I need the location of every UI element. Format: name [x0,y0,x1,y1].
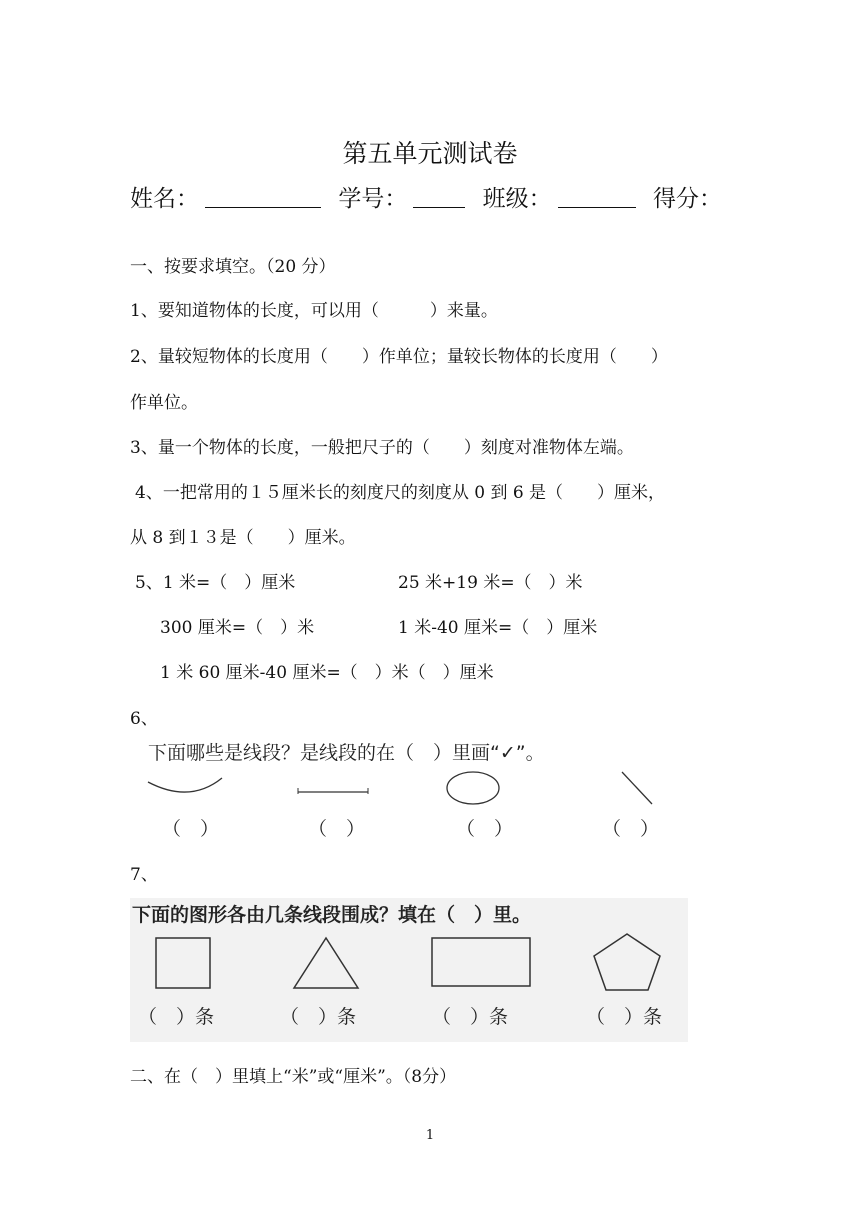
q7-blank-3[interactable]: （ ）条 [432,1006,509,1028]
section2-heading: 二、在（ ）里填上“米”或“厘米”。（8分） [130,1067,457,1087]
q7-prompt: 下面的图形各由几条线段围成？填在（ ）里。 [132,904,532,926]
class-blank[interactable] [558,187,636,208]
class-label: 班级： [482,186,552,212]
question-3: 3、量一个物体的长度，一般把尺子的（ ）刻度对准物体左端。 [130,438,634,458]
pentagon-shape [594,934,660,990]
q7-blank-2[interactable]: （ ）条 [280,1006,357,1028]
q6-blank-3[interactable]: （ ） [456,818,514,840]
question-4-line2: 从 8 到１３是（ ）厘米。 [130,528,356,548]
page-title: 第五单元测试卷 [342,139,518,168]
question-5-r1-right: 25 米+19 米=（ ）米 [398,573,583,593]
question-2-line2: 作单位。 [130,393,198,413]
name-blank[interactable] [205,187,321,208]
question-5-r2-left: 300 厘米=（ ）米 [160,618,315,638]
question-2-line1: 2、量较短物体的长度用（ ）作单位；量较长物体的长度用（ ） [130,347,668,367]
question-5-r3: 1 米 60 厘米-40 厘米=（ ）米（ ）厘米 [160,663,494,683]
question-5-r2-right: 1 米-40 厘米=（ ）厘米 [398,618,598,638]
rectangle-shape [432,938,530,986]
score-label: 得分： [652,186,722,212]
page-number: 1 [425,1128,435,1143]
id-label: 学号： [338,186,408,212]
question-7-number: 7、 [130,865,158,885]
q6-prompt: 下面哪些是线段？是线段的在（ ）里画“✓”。 [148,742,545,764]
question-5-r1-left: 5、1 米=（ ）厘米 [135,573,296,593]
q6-blank-2[interactable]: （ ） [308,818,366,840]
curve-line-shape [148,778,222,792]
q6-blank-1[interactable]: （ ） [162,818,220,840]
question-4-line1: 4、一把常用的１５厘米长的刻度尺的刻度从 0 到 6 是（ ）厘米， [135,483,666,503]
question-7-figure [130,898,688,1042]
ellipse-shape [447,772,499,804]
question-6-figure [140,734,680,844]
q7-blank-1[interactable]: （ ）条 [138,1006,215,1028]
q6-shapes [140,734,680,844]
q7-blank-4[interactable]: （ ）条 [586,1006,663,1028]
section1-heading: 一、按要求填空。（20 分） [130,257,336,277]
question-6-number: 6、 [130,709,158,729]
id-blank[interactable] [413,187,465,208]
name-label: 姓名： [130,186,199,212]
q6-blank-4[interactable]: （ ） [602,818,660,840]
student-info-row [130,180,722,213]
question-1: 1、要知道物体的长度，可以用（ ）来量。 [130,301,498,321]
diagonal-segment-shape [622,772,652,804]
triangle-shape [294,938,358,988]
square-shape [156,938,210,988]
